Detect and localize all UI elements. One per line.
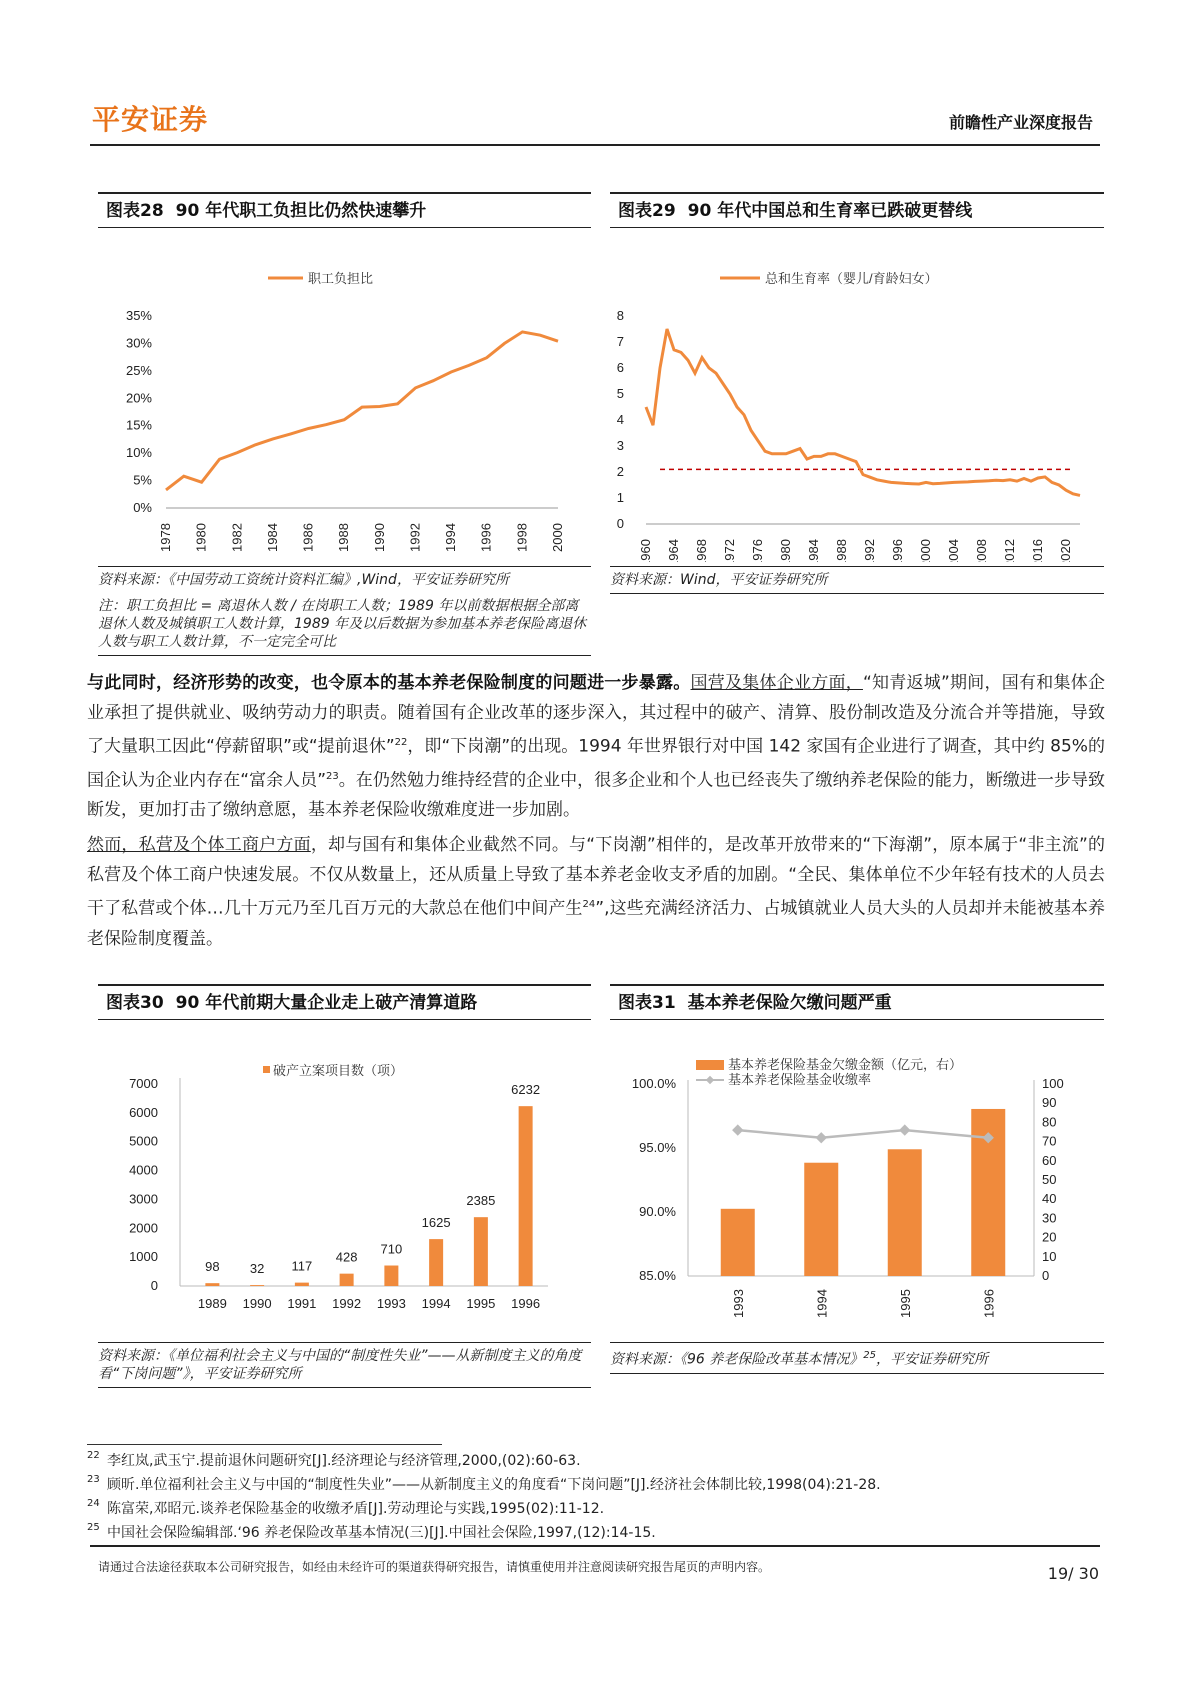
y-tick-label: 25% bbox=[125, 362, 152, 378]
data-label: 98 bbox=[205, 1259, 220, 1275]
y-left-tick-label: 85.0% bbox=[639, 1268, 676, 1283]
x-tick-label: 1990 bbox=[242, 1296, 272, 1311]
footnote-23 bbox=[87, 1474, 881, 1494]
footnote-text: 顾昕.单位福利社会主义与中国的“制度性失业”——从新制度主义的角度看“下岗问题”[J].经济社会体制比较,1998(04):21-28. bbox=[107, 1477, 881, 1493]
x-tick-label: 1994 bbox=[814, 1289, 830, 1318]
pension-arrears-chart bbox=[610, 1020, 1104, 1338]
legend-marker bbox=[706, 1076, 714, 1084]
figure-source: 资料来源：《中国劳动工资统计资料汇编》,Wind，平安证券研究所 bbox=[98, 566, 591, 589]
y-tick-label: 6000 bbox=[129, 1104, 158, 1120]
figure-29 bbox=[610, 192, 1104, 594]
figure-number: 图表31 bbox=[618, 993, 676, 1013]
footnote-number: 23 bbox=[87, 1474, 100, 1485]
line-point bbox=[899, 1124, 910, 1135]
footnote-25 bbox=[87, 1522, 656, 1542]
y-tick-label: 1 bbox=[616, 490, 624, 505]
x-tick-label: 1996 bbox=[890, 539, 905, 562]
footnote-24 bbox=[87, 1498, 604, 1518]
source-text: 资料来源：《96 养老保险改革基本情况》 bbox=[610, 1351, 864, 1368]
fertility-rate-chart bbox=[610, 228, 1104, 562]
y-tick-label: 20% bbox=[125, 390, 152, 406]
x-tick-label: 1992 bbox=[407, 523, 423, 552]
y-tick-label: 7000 bbox=[129, 1076, 158, 1091]
x-tick-label: 1992 bbox=[862, 539, 877, 562]
y-tick-label: 30% bbox=[125, 335, 152, 351]
x-tick-label: 1980 bbox=[193, 523, 209, 552]
data-label: 6232 bbox=[511, 1082, 541, 1098]
x-tick-label: 2000 bbox=[550, 523, 565, 552]
x-tick-label: 1964 bbox=[666, 539, 681, 562]
figure-31 bbox=[610, 984, 1104, 1374]
figure-source: 资料来源：Wind，平安证券研究所 bbox=[610, 566, 1104, 594]
figure-title-text: 基本养老保险欠缴问题严重 bbox=[687, 993, 892, 1013]
y-tick-label: 3 bbox=[616, 438, 624, 453]
paragraph-text: ”,这些充满经济活力、占城镇就业人员大头的人员却并未能被基本养老保险制度覆盖。 bbox=[87, 898, 1105, 949]
y-right-tick-label: 30 bbox=[1042, 1210, 1057, 1226]
y-right-tick-label: 40 bbox=[1042, 1191, 1057, 1207]
footnote-ref: 25 bbox=[863, 1350, 876, 1361]
bar bbox=[340, 1274, 354, 1286]
y-right-tick-label: 70 bbox=[1042, 1133, 1057, 1149]
series-line bbox=[738, 1130, 989, 1138]
figure-number: 图表29 bbox=[618, 201, 676, 221]
x-tick-label: 1991 bbox=[287, 1296, 317, 1311]
figure-title-text: 90 年代前期大量企业走上破产清算道路 bbox=[175, 993, 478, 1013]
footnote-text: 中国社会保险编辑部.‘96 养老保险改革基本情况(三)[J].中国社会保险,1997,(12):14-15. bbox=[107, 1525, 656, 1541]
figure-note: 注：职工负担比 = 离退休人数 / 在岗职工人数；1989 年以前数据根据全部离退休人数及城镇职工人数计算，1989 年及以后数据为参加基本养老保险离退休人数与职工人数计算，不一定完全可比 bbox=[98, 597, 591, 656]
data-label: 1625 bbox=[421, 1215, 451, 1231]
legend-label: 总和生育率（婴儿/育龄妇女） bbox=[765, 271, 938, 286]
legend-label: 基本养老保险基金欠缴金额（亿元，右） bbox=[728, 1057, 963, 1072]
y-tick-label: 7 bbox=[616, 334, 624, 349]
bankruptcy-chart bbox=[98, 1020, 591, 1338]
x-tick-label: 2000 bbox=[918, 539, 933, 562]
x-tick-label: 2004 bbox=[946, 539, 961, 562]
paragraph-text: ，却与国有和集体企业截然不同。与“下岗潮”相伴的，是改革开放带来的“下海潮”，原本属于“非主流”的私营及个体工商户快速发展。不仅从数量上，还从质量上导致了基本养老金收支矛盾的加剧。“全民、集体单位不少年轻有技术的人员去干了私营或个体…几十万元乃至几百万元的大款总在他们中间产生 bbox=[87, 835, 1106, 919]
figure-number: 图表28 bbox=[106, 201, 164, 221]
y-right-tick-label: 0 bbox=[1042, 1268, 1050, 1283]
x-tick-label: 1996 bbox=[478, 523, 494, 552]
y-right-tick-label: 50 bbox=[1042, 1172, 1057, 1187]
x-tick-label: 2016 bbox=[1030, 539, 1045, 562]
x-tick-label: 1996 bbox=[511, 1296, 541, 1311]
series-line bbox=[166, 332, 558, 490]
y-tick-label: 4000 bbox=[129, 1162, 158, 1178]
bar bbox=[804, 1163, 838, 1276]
footnote-ref: 24 bbox=[582, 899, 596, 910]
figure-title-text: 90 年代职工负担比仍然快速攀升 bbox=[175, 201, 427, 221]
figure-number: 图表30 bbox=[106, 993, 164, 1013]
footnote-divider bbox=[87, 1444, 442, 1445]
y-left-tick-label: 95.0% bbox=[639, 1140, 676, 1155]
x-tick-label: 1989 bbox=[197, 1296, 227, 1311]
y-tick-label: 2000 bbox=[129, 1220, 158, 1236]
figure-source: 资料来源：《单位福利社会主义与中国的“制度性失业”——从新制度主义的角度看“下岗问题”》，平安证券研究所 bbox=[98, 1342, 591, 1388]
data-label: 710 bbox=[380, 1241, 403, 1257]
report-type: 前瞻性产业深度报告 bbox=[948, 113, 1093, 132]
x-tick-label: 1984 bbox=[264, 523, 280, 552]
footer-divider bbox=[90, 1545, 1100, 1547]
y-right-tick-label: 10 bbox=[1042, 1248, 1057, 1264]
x-tick-label: 1988 bbox=[336, 523, 352, 552]
y-tick-label: 5000 bbox=[129, 1133, 158, 1149]
footnote-number: 25 bbox=[87, 1522, 100, 1533]
x-tick-label: 1968 bbox=[694, 539, 709, 562]
source-text: ，平安证券研究所 bbox=[876, 1351, 988, 1368]
series-line bbox=[646, 329, 1080, 495]
x-tick-label: 1998 bbox=[514, 523, 530, 552]
y-tick-label: 1000 bbox=[129, 1249, 158, 1265]
paragraph-topic: 国营及集体企业方面， bbox=[690, 673, 863, 693]
figure-title bbox=[98, 192, 591, 228]
footnote-ref: 22 bbox=[394, 737, 408, 748]
paragraph-1 bbox=[87, 668, 1105, 825]
x-tick-label: 1976 bbox=[750, 539, 765, 562]
y-right-tick-label: 80 bbox=[1042, 1114, 1057, 1130]
bar bbox=[474, 1217, 488, 1286]
x-tick-label: 1960 bbox=[638, 539, 653, 562]
bar bbox=[888, 1149, 922, 1276]
paragraph-text: 。在仍然勉力维持经营的企业中，很多企业和个人也已经丧失了缴纳养老保险的能力，断缴进一步导致断发，更加打击了缴纳意愿，基本养老保险收缴难度进一步加剧。 bbox=[87, 770, 1105, 821]
x-tick-label: 1988 bbox=[834, 539, 849, 562]
y-tick-label: 5 bbox=[616, 386, 624, 401]
paragraph-2 bbox=[87, 830, 1105, 954]
y-left-tick-label: 100.0% bbox=[631, 1076, 676, 1091]
figure-title-text: 90 年代中国总和生育率已跌破更替线 bbox=[687, 201, 973, 221]
figure-title bbox=[610, 984, 1104, 1020]
x-tick-label: 1995 bbox=[466, 1296, 496, 1311]
figure-30 bbox=[98, 984, 591, 1388]
x-tick-label: 1993 bbox=[730, 1289, 746, 1318]
data-label: 117 bbox=[291, 1258, 313, 1274]
x-tick-label: 1972 bbox=[722, 539, 737, 562]
x-tick-label: 2020 bbox=[1058, 539, 1073, 562]
y-tick-label: 35% bbox=[125, 308, 152, 323]
figure-28 bbox=[98, 192, 591, 656]
header-divider bbox=[90, 144, 1100, 146]
footnote-22 bbox=[87, 1450, 581, 1470]
bar bbox=[384, 1266, 398, 1286]
x-tick-label: 1978 bbox=[158, 523, 173, 552]
bar bbox=[250, 1285, 264, 1286]
bar bbox=[295, 1283, 309, 1286]
paragraph-text: “知青返城”期间，国有和集体企业承担了提供就业、吸纳劳动力的职责。随着国有企业改革的逐步深入，其过程中的破产、清算、股份制改造及分流合并等措施，导致了大量职工因此“停薪留职”或“提前退休” bbox=[87, 673, 1105, 757]
y-right-tick-label: 20 bbox=[1042, 1229, 1057, 1245]
x-tick-label: 2008 bbox=[974, 539, 989, 562]
footer-disclaimer: 请通过合法途径获取本公司研究报告，如经由未经许可的渠道获得研究报告，请慎重使用并注意阅读研究报告尾页的声明内容。 bbox=[98, 1560, 771, 1574]
y-tick-label: 0 bbox=[150, 1278, 158, 1293]
x-tick-label: 1994 bbox=[443, 523, 459, 552]
figure-title bbox=[98, 984, 591, 1020]
line-point bbox=[732, 1124, 743, 1135]
burden-ratio-chart bbox=[98, 228, 591, 562]
figure-title bbox=[610, 192, 1104, 228]
company-logo: 平安证券 bbox=[92, 103, 209, 136]
paragraph-topic: 然而，私营及个体工商户方面 bbox=[87, 835, 311, 855]
data-label: 2385 bbox=[466, 1193, 496, 1209]
x-tick-label: 1993 bbox=[376, 1296, 406, 1311]
figure-source bbox=[610, 1342, 1104, 1374]
paragraph-lead: 与此同时，经济形势的改变，也令原本的基本养老保险制度的问题进一步暴露。 bbox=[87, 673, 691, 693]
bar bbox=[721, 1209, 755, 1276]
footnote-text: 李红岚,武玉宁.提前退休问题研究[J].经济理论与经济管理,2000,(02):60-63. bbox=[107, 1453, 581, 1469]
y-tick-label: 2 bbox=[616, 464, 624, 479]
y-left-tick-label: 90.0% bbox=[639, 1204, 676, 1219]
bar bbox=[429, 1239, 443, 1286]
legend-label: 职工负担比 bbox=[308, 271, 374, 286]
paragraph-text: ，即“下岗潮”的出现。1994 年世界银行对中国 142 家国有企业进行了调查，其中约 85%的国企认为企业内存在“富余人员” bbox=[87, 736, 1105, 791]
legend-label: 破产立案项目数（项） bbox=[273, 1063, 404, 1078]
line-point bbox=[816, 1132, 827, 1143]
bar bbox=[205, 1283, 219, 1286]
footnote-number: 22 bbox=[87, 1450, 100, 1461]
y-tick-label: 5% bbox=[133, 472, 152, 488]
legend-swatch bbox=[696, 1060, 724, 1070]
data-label: 32 bbox=[249, 1261, 265, 1277]
y-tick-label: 3000 bbox=[129, 1191, 158, 1207]
x-tick-label: 1992 bbox=[332, 1296, 362, 1311]
y-tick-label: 10% bbox=[125, 445, 152, 461]
y-tick-label: 15% bbox=[125, 417, 152, 433]
footnote-number: 24 bbox=[87, 1498, 100, 1509]
y-tick-label: 0 bbox=[616, 516, 624, 531]
x-tick-label: 1986 bbox=[300, 523, 316, 552]
x-tick-label: 1980 bbox=[778, 539, 793, 562]
x-tick-label: 1984 bbox=[806, 539, 821, 562]
x-tick-label: 1982 bbox=[229, 523, 245, 552]
page-number: 19/ 30 bbox=[1047, 1564, 1099, 1583]
footnote-text: 陈富荣,邓昭元.谈养老保险基金的收缴矛盾[J].劳动理论与实践,1995(02):11-12. bbox=[107, 1501, 605, 1517]
footnote-ref: 23 bbox=[326, 770, 339, 782]
x-tick-label: 2012 bbox=[1002, 539, 1017, 562]
x-tick-label: 1996 bbox=[981, 1289, 997, 1318]
x-tick-label: 1990 bbox=[371, 523, 387, 552]
y-tick-label: 8 bbox=[616, 308, 624, 323]
x-tick-label: 1995 bbox=[897, 1289, 913, 1318]
y-right-tick-label: 100 bbox=[1042, 1076, 1064, 1091]
y-right-tick-label: 60 bbox=[1042, 1152, 1057, 1168]
legend-swatch bbox=[263, 1066, 270, 1073]
data-label: 428 bbox=[335, 1249, 358, 1265]
x-tick-label: 1994 bbox=[421, 1296, 451, 1311]
y-tick-label: 4 bbox=[616, 412, 624, 427]
y-right-tick-label: 90 bbox=[1042, 1095, 1057, 1111]
y-tick-label: 6 bbox=[616, 360, 624, 375]
legend-label: 基本养老保险基金收缴率 bbox=[728, 1072, 872, 1087]
bar bbox=[519, 1106, 533, 1286]
y-tick-label: 0% bbox=[133, 500, 152, 515]
